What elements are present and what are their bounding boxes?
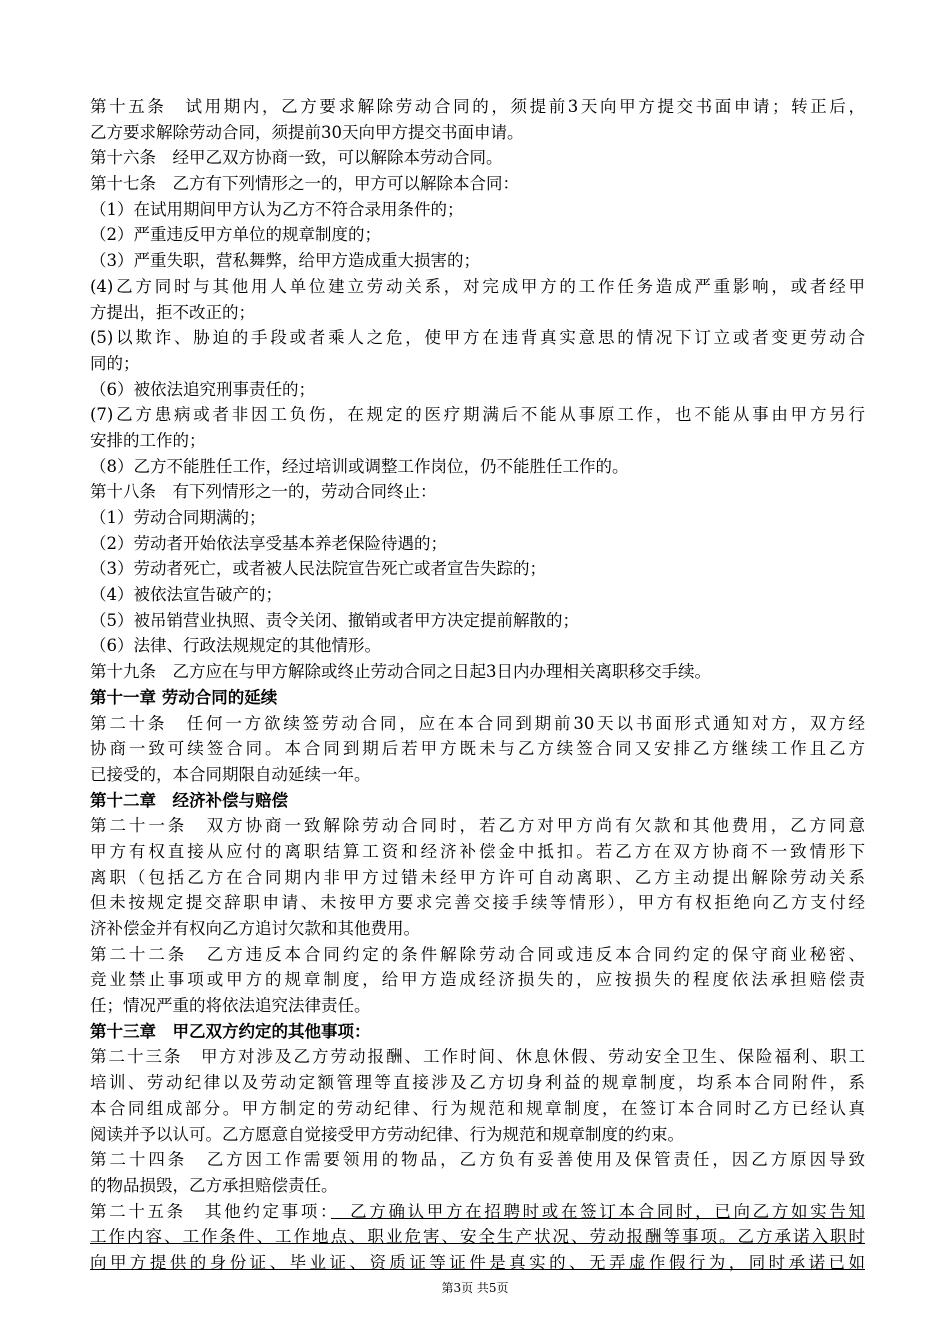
- text-line: （2）劳动者开始依法享受基本养老保险待遇的；: [90, 533, 447, 553]
- underlined-text: 工作内容、工作条件、工作地点、职业危害、安全生产状况、劳动报酬等事项。乙方承诺入职时: [90, 1227, 865, 1247]
- text-line: （8）乙方不能胜任工作，经过培训或调整工作岗位，仍不能胜任工作的。: [90, 456, 629, 476]
- text-line: 任；情况严重的将依法追究法律责任。: [90, 996, 371, 1016]
- text-line: 但未按规定提交辞职申请、未按甲方要求完善交接手续等情形），甲方有权拒绝向乙方支付经: [90, 893, 865, 913]
- text-line: 第二十四条 乙方因工作需要领用的物品，乙方负有妥善使用及保管责任，因乙方原因导致: [90, 1150, 865, 1170]
- text-line: 离职（包括乙方在合同期内非甲方过错未经甲方许可自动离职、乙方主动提出解除劳动关系: [90, 867, 865, 887]
- text-line: 甲方有权直接从应付的离职结算工资和经济补偿金中抵扣。若乙方在双方协商不一致情形下: [90, 841, 865, 861]
- page-footer: 第3页 共5页: [441, 1281, 509, 1295]
- text-line: [90, 1199, 865, 1225]
- text-line: (7)乙方患病或者非因工负伤，在规定的医疗期满后不能从事原工作，也不能从事由甲方另行: [90, 405, 865, 425]
- text-line: 第十七条 乙方有下列情形之一的，甲方可以解除本合同：: [90, 174, 519, 194]
- chapter-heading: 第十三章 甲乙双方约定的其他事项：: [90, 1021, 371, 1041]
- text-line: 阅读并予以认可。乙方愿意自觉接受甲方劳动纪律、行为规范和规章制度的约束。: [90, 1124, 684, 1144]
- text-line: （5）被吊销营业执照、责令关闭、撤销或者甲方决定提前解散的；: [90, 610, 579, 630]
- text-line: 第二十条 任何一方欲续签劳动合同，应在本合同到期前30天以书面形式通知对方，双方经: [90, 713, 865, 733]
- text-line: 方提出，拒不改正的；: [90, 302, 255, 322]
- text-line: （1）劳动合同期满的；: [90, 508, 266, 527]
- clause-prefix: 第二十五条 其他约定事项：: [90, 1201, 331, 1221]
- text-line: （2）严重违反甲方单位的规章制度的；: [90, 225, 381, 245]
- text-line: 已接受的，本合同期限自动延续一年。: [90, 764, 371, 784]
- text-line: 竞业禁止事项或甲方的规章制度，给甲方造成经济损失的，应按损失的程度依法承担赔偿责: [90, 970, 865, 990]
- text-line: [90, 1250, 865, 1276]
- text-line: （4）被依法宣告破产的；: [90, 585, 282, 605]
- underlined-text: 乙方确认甲方在招聘时或在签订本合同时，已向乙方如实告知: [330, 1201, 865, 1221]
- text-line: 的物品损毁，乙方承担赔偿责任。: [90, 1175, 338, 1195]
- text-line: （6）被依法追究刑事责任的；: [90, 379, 315, 399]
- text-line: （1）在试用期间甲方认为乙方不符合录用条件的；: [90, 199, 464, 219]
- text-line: 第十六条 经甲乙双方协商一致，可以解除本劳动合同。: [90, 148, 503, 168]
- text-line: 第二十三条 甲方对涉及乙方劳动报酬、工作时间、休息休假、劳动安全卫生、保险福利、职工: [90, 1047, 865, 1067]
- text-line: 第十九条 乙方应在与甲方解除或终止劳动合同之日起3日内办理相关离职移交手续。: [90, 662, 711, 682]
- text-line: 济补偿金并有权向乙方追讨欠款和其他费用。: [90, 919, 420, 938]
- chapter-heading: 第十一章 劳动合同的延续: [90, 687, 278, 707]
- text-line: 本合同组成部分。甲方制定的劳动纪律、行为规范和规章制度，在签订本合同时乙方已经认真: [90, 1098, 865, 1118]
- text-line: 同的；: [90, 353, 140, 373]
- text-line: （3）严重失职，营私舞弊，给甲方造成重大损害的；: [90, 251, 480, 271]
- text-line: 安排的工作的；: [90, 430, 206, 450]
- text-line: 协商一致可续签合同。本合同到期后若甲方既未与乙方续签合同又安排乙方继续工作且乙方: [90, 739, 865, 759]
- text-line: （3）劳动者死亡，或者被人民法院宣告死亡或者宣告失踪的；: [90, 559, 546, 579]
- document-body: [90, 94, 865, 1276]
- underlined-text: 向甲方提供的身份证、毕业证、资质证等证件是真实的、无弄虚作假行为，同时承诺已如: [90, 1252, 865, 1272]
- text-line: 第十八条 有下列情形之一的，劳动合同终止：: [90, 482, 437, 502]
- text-line: 第二十一条 双方协商一致解除劳动合同时，若乙方对甲方尚有欠款和其他费用，乙方同意: [90, 816, 865, 836]
- text-line: 第二十二条 乙方违反本合同约定的条件解除劳动合同或违反本合同约定的保守商业秘密、: [90, 944, 865, 964]
- text-line: (5)以欺诈、胁迫的手段或者乘人之危，使甲方在违背真实意思的情况下订立或者变更劳动合: [90, 328, 865, 348]
- text-line: (4)乙方同时与其他用人单位建立劳动关系，对完成甲方的工作任务造成严重影响，或者经甲: [90, 276, 865, 296]
- text-line: 培训、劳动纪律以及劳动定额管理等直接涉及乙方切身利益的规章制度，均系本合同附件，系: [90, 1073, 865, 1093]
- text-line: （6）法律、行政法规规定的其他情形。: [90, 636, 381, 656]
- text-line: 第十五条 试用期内，乙方要求解除劳动合同的，须提前3天向甲方提交书面申请；转正后，: [90, 97, 865, 116]
- text-line: 乙方要求解除劳动合同，须提前30天向甲方提交书面申请。: [90, 122, 524, 142]
- text-line: [90, 1224, 865, 1250]
- chapter-heading: 第十二章 经济补偿与赔偿: [90, 790, 288, 810]
